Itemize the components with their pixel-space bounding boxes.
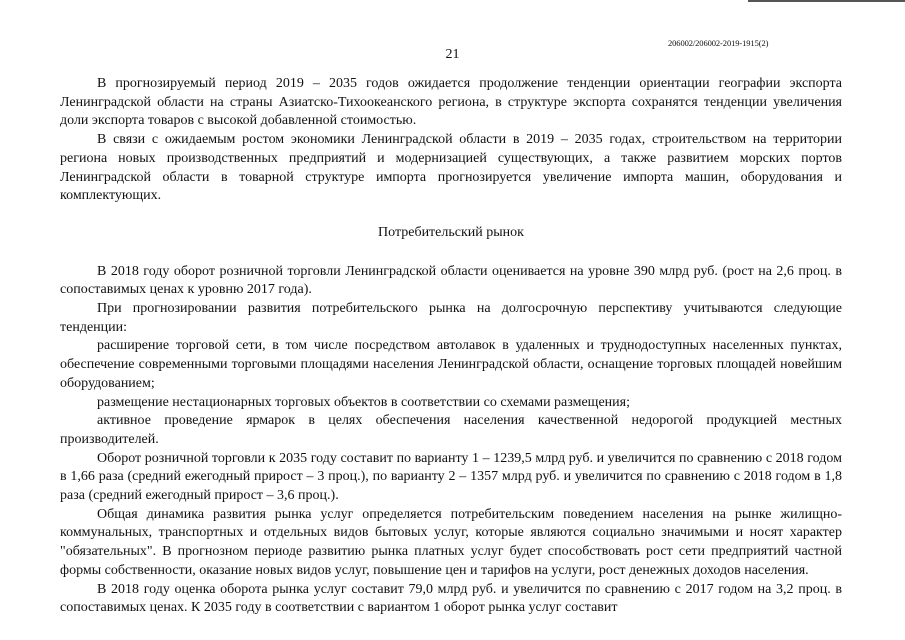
section-title: Потребительский рынок <box>378 224 524 240</box>
page-number: 21 <box>445 47 460 62</box>
paragraph-trends-intro: При прогнозировании развития потребительского рынка на долгосрочную перспективу учитываются следующие тенденции: <box>60 301 842 335</box>
paragraph-retail-2035: Оборот розничной торговли к 2035 году составит по варианту 1 – 1239,5 млрд руб. и увеличится по сравнению с 2018 годом в 1,66 раза (средний ежегодный прирост – 3 проц.), по варианту 2 – 1357 млрд руб. и увеличится по сравнению с 2018 годом в 1,8 раза (средний ежегодный прирост – 3,6 проц.). <box>60 450 842 504</box>
paragraph-retail-2018: В 2018 году оборот розничной торговли Ленинградской области оценивается на уровне 390 млрд руб. (рост на 2,6 проц. в сопоставимых ценах к уровню 2017 года). <box>60 263 842 298</box>
paragraph-services-dynamics: Общая динамика развития рынка услуг определяется потребительским поведением населения на рынке жилищно-коммунальных, транспортных и отдельных видов бытовых услуг, которые являются социально значимыми и носят характер "обязательных". В прогнозном периоде развитию рынка платных услуг будет способствовать рост сети предприятий частной формы собственности, оказание новых видов услуг, повышение цен и тарифов на услуги, рост денежных доходов населения. <box>60 506 842 578</box>
paragraph-export-forecast: В прогнозируемый период 2019 – 2035 годов ожидается продолжение тенденции ориентации географии экспорта Ленинградской области на страны Азиатско-Тихоокеанского региона, в структуре экспорта сохранятся тенденции увеличения доли экспорта товаров с высокой добавленной стоимостью. <box>60 76 842 129</box>
document-code: 206002/206002-2019-1915(2) <box>668 38 769 48</box>
paragraph-trend-nonstationary: размещение нестационарных торговых объектов в соответствии со схемами размещения; <box>97 394 630 410</box>
top-edge-rule <box>748 0 905 2</box>
document-body <box>60 75 842 618</box>
paragraph-trend-fairs: активное проведение ярмарок в целях обеспечения населения качественной недорогой продукцией местных производителей. <box>60 413 842 447</box>
paragraph-import-forecast: В связи с ожидаемым ростом экономики Ленинградской области в 2019 – 2035 годах, строительством на территории региона новых производственных предприятий и модернизацией существующих, а также развитием морских портов Ленинградской области в товарной структуре импорта прогнозируется увеличение импорта машин, оборудования и комплектующих. <box>60 132 842 204</box>
paragraph-services-2018: В 2018 году оценка оборота рынка услуг составит 79,0 млрд руб. и увеличится по сравнению с 2017 годом на 3,2 проц. в сопоставимых ценах. К 2035 году в соответствии с вариантом 1 оборот рынка услуг составит <box>60 581 842 616</box>
paragraph-trend-network: расширение торговой сети, в том числе посредством автолавок в удаленных и труднодоступных населенных пунктах, обеспечение современными торговыми площадями населения Ленинградской области, оснащение торговых площадей новейшим оборудованием; <box>60 338 842 391</box>
